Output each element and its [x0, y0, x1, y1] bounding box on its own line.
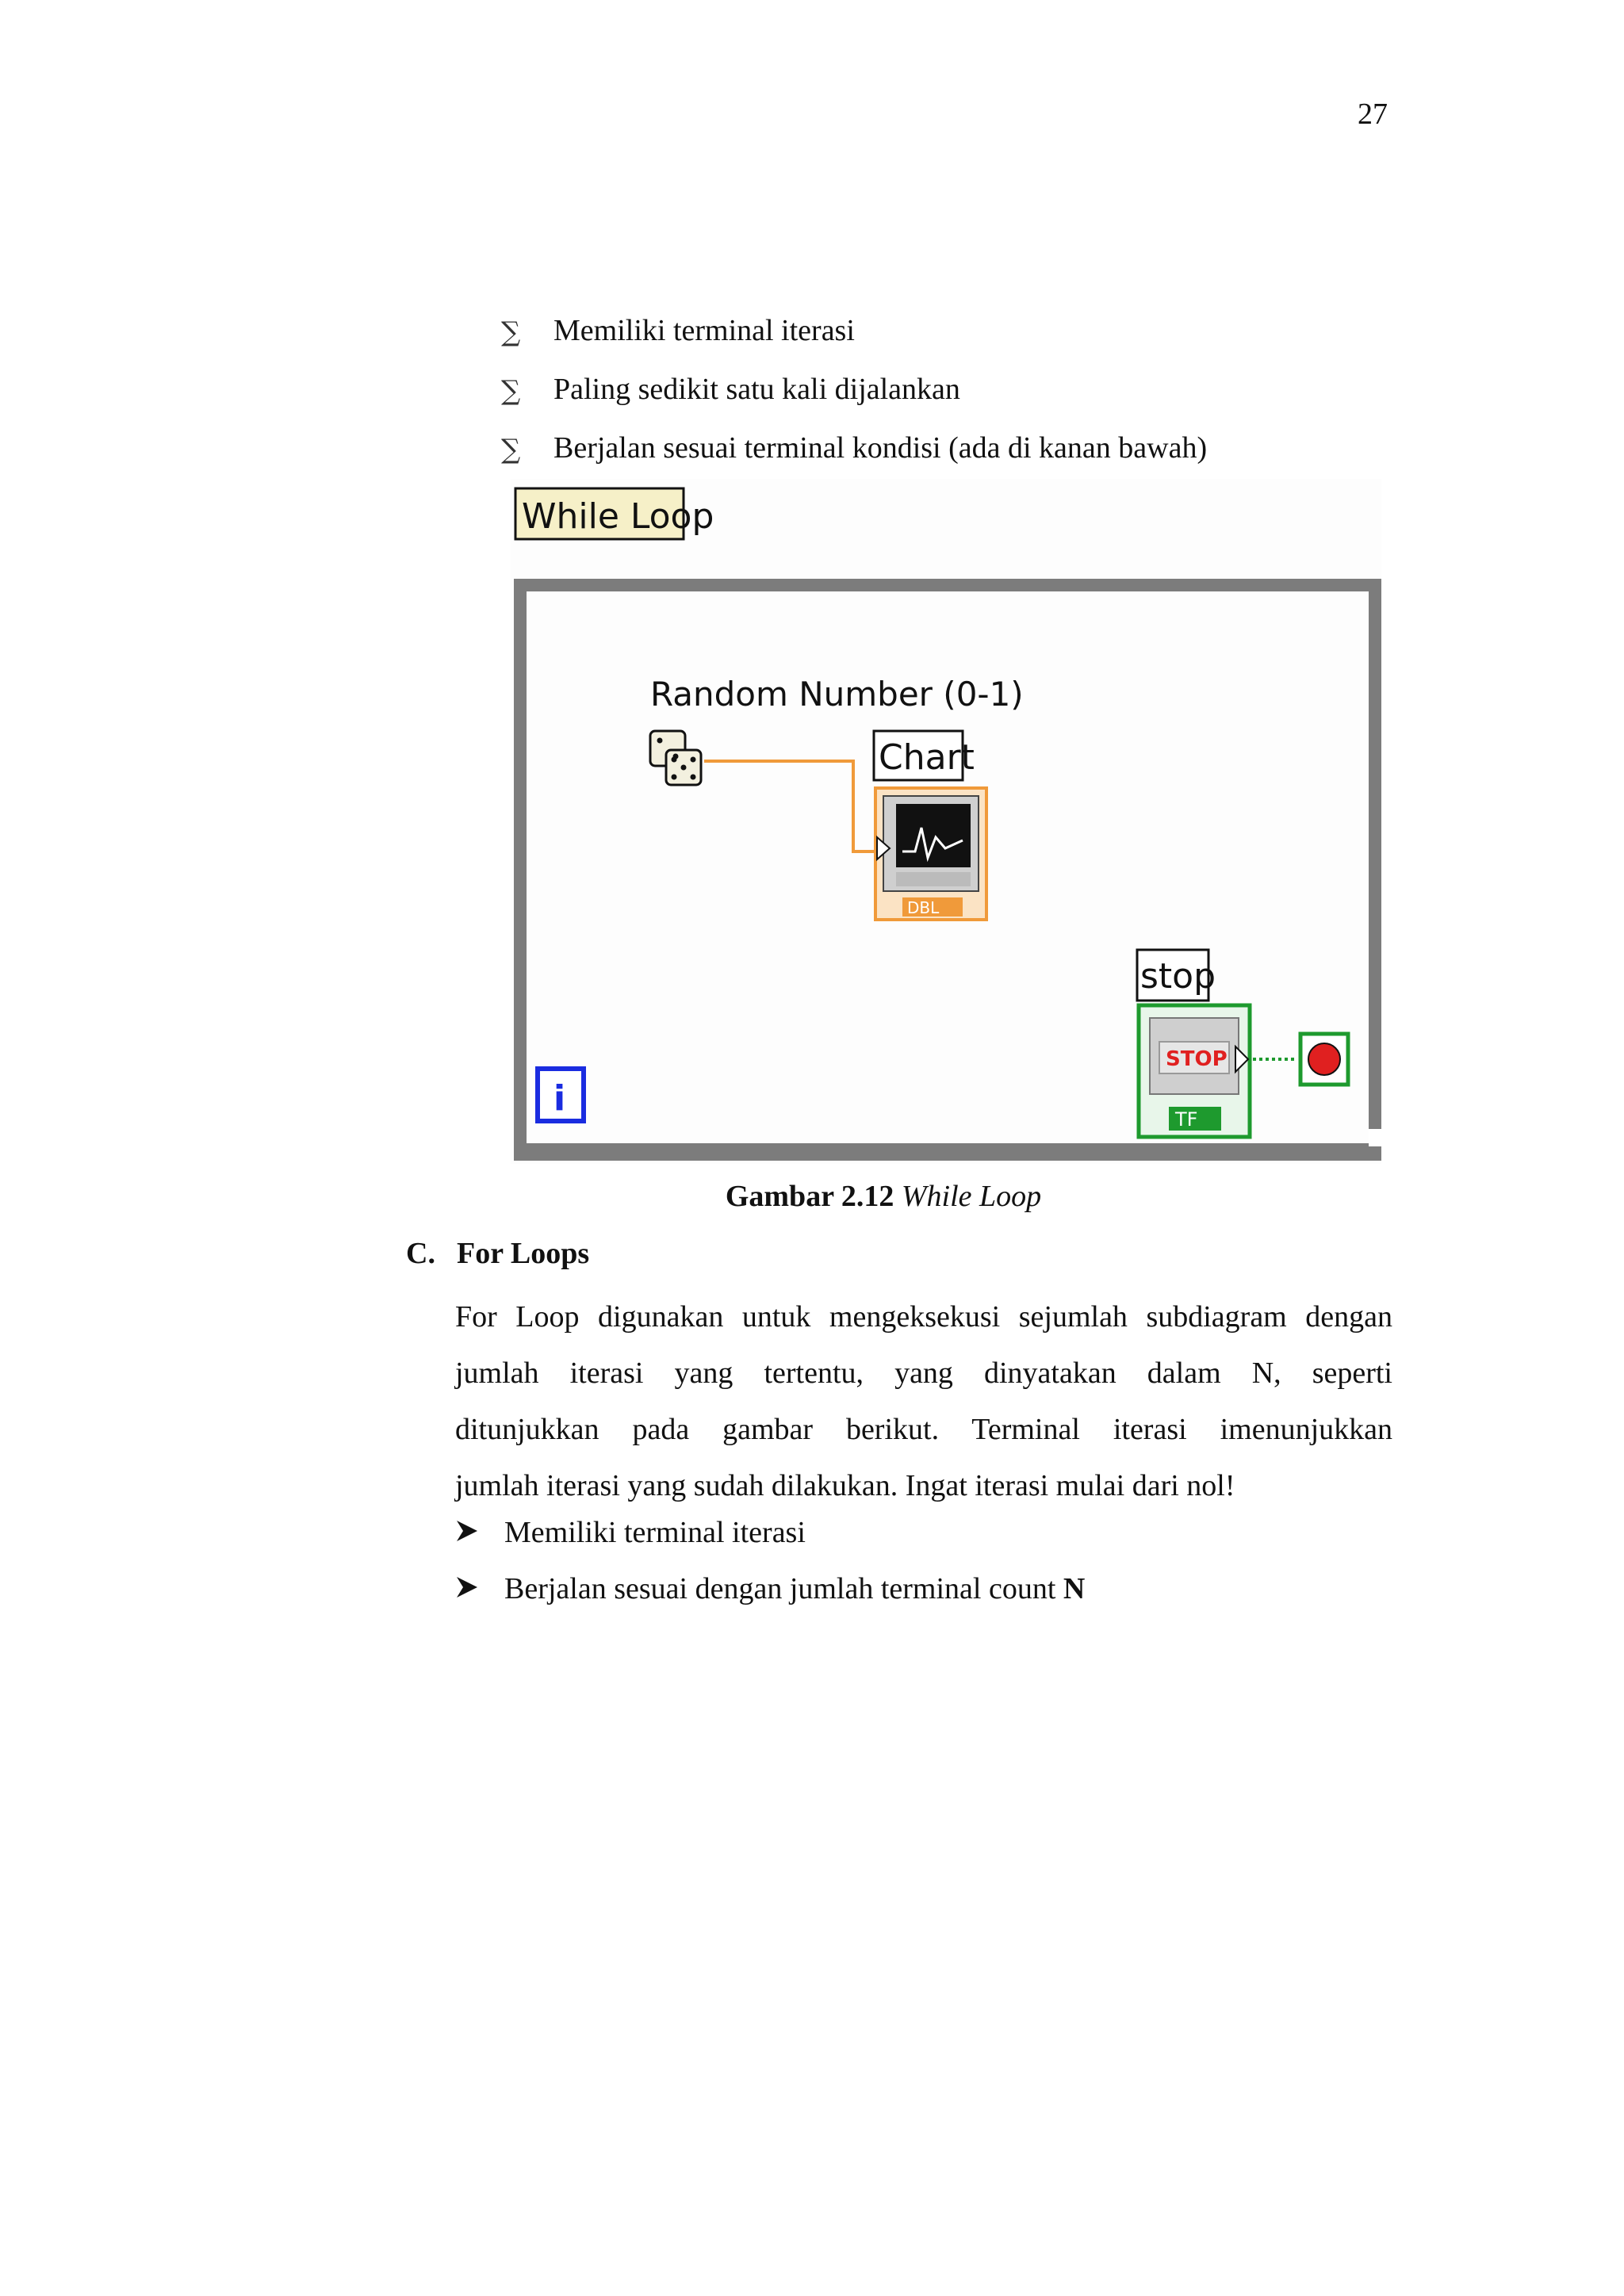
list-item — [501, 428, 1207, 487]
figure-number: Gambar 2.12 — [725, 1180, 894, 1213]
tf-label: TF — [1175, 1108, 1198, 1131]
section-letter: C. — [406, 1237, 435, 1270]
sigma-bullet-icon: ∑ — [501, 375, 521, 407]
iteration-terminal-label: i — [553, 1078, 566, 1119]
chart-label: Chart — [879, 737, 975, 778]
section-heading — [406, 1234, 589, 1273]
for-loop-feature-list — [455, 1513, 1085, 1625]
arrowhead-bullet-icon — [455, 1575, 479, 1599]
chart-terminal-icon — [875, 788, 986, 920]
iteration-terminal-icon — [538, 1069, 584, 1121]
loop-frame-gap — [1369, 1129, 1381, 1146]
conditional-terminal-icon — [1300, 1034, 1348, 1085]
list-item — [501, 369, 1207, 428]
loop-frame-bottom — [514, 1143, 1381, 1161]
paragraph-line: jumlah iterasi yang sudah dilakukan. Ingat iterasi mulai dari nol! — [455, 1469, 1235, 1502]
list-item — [455, 1569, 1085, 1625]
stop-terminal-icon — [1139, 1005, 1250, 1137]
figure-caption — [0, 1177, 1624, 1216]
list-item-text: Memiliki terminal iterasi — [504, 1516, 806, 1549]
random-number-label: Random Number (0-1) — [650, 675, 1024, 714]
sigma-bullet-icon: ∑ — [501, 434, 521, 465]
stop-label: stop — [1140, 956, 1216, 997]
stop-button-text: STOP — [1166, 1047, 1228, 1071]
list-item-text: Paling sedikit satu kali dijalankan — [553, 373, 960, 406]
chart-type-label: DBL — [907, 898, 940, 917]
list-item-text: Berjalan sesuai terminal kondisi (ada di kanan bawah) — [553, 431, 1208, 465]
while-loop-figure — [511, 479, 1381, 1164]
list-item-text: Memiliki terminal iterasi — [553, 314, 855, 347]
while-loop-feature-list — [501, 311, 1207, 487]
section-title: For Loops — [457, 1237, 590, 1270]
paragraph-line: For Loop digunakan untuk mengeksekusi sejumlah subdiagram dengan — [455, 1300, 1392, 1334]
while-loop-label: While Loop — [522, 496, 714, 537]
while-loop-diagram — [511, 479, 1381, 1164]
figure-title: While Loop — [901, 1180, 1042, 1213]
count-terminal-n: N — [1063, 1572, 1086, 1605]
arrowhead-bullet-icon — [455, 1519, 479, 1543]
sigma-bullet-icon: ∑ — [501, 316, 521, 348]
list-item-text: Berjalan sesuai dengan jumlah terminal count — [504, 1572, 1063, 1605]
paragraph-line: ditunjukkan pada gambar berikut. Terminal iterasi imenunjukkan — [455, 1413, 1392, 1446]
for-loop-paragraph — [455, 1289, 1392, 1514]
list-item — [501, 311, 1207, 369]
paragraph-line: jumlah iterasi yang tertentu, yang dinyatakan dalam N, seperti — [455, 1357, 1392, 1390]
list-item — [455, 1513, 1085, 1569]
page-number: 27 — [1358, 98, 1388, 131]
